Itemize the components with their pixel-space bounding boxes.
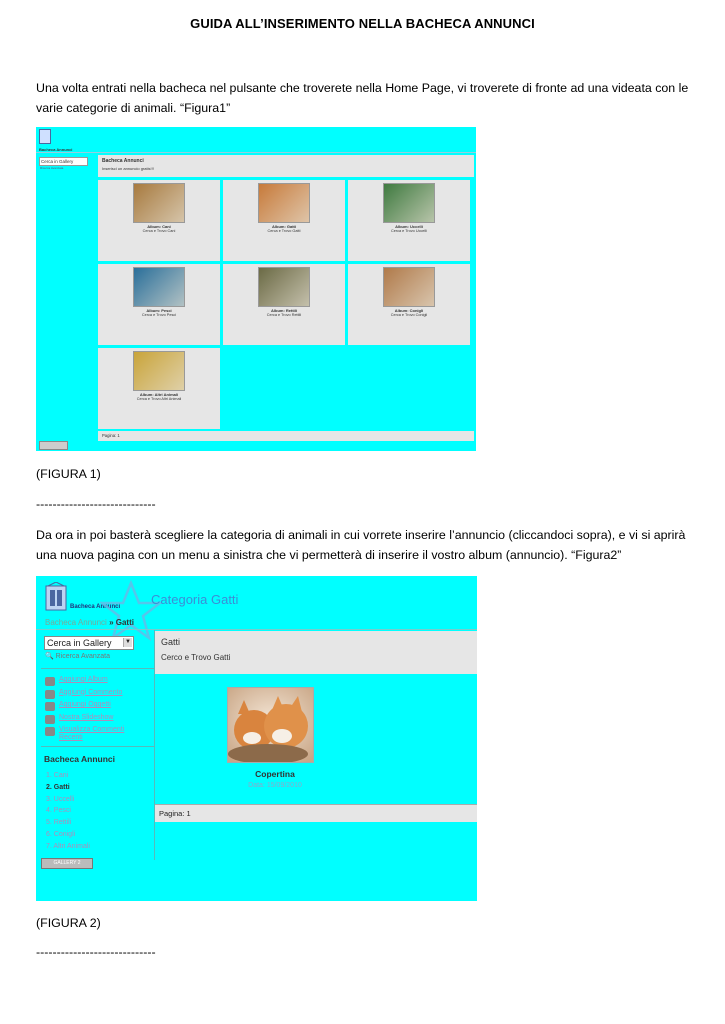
header-divider	[36, 629, 477, 630]
album-name[interactable]: Album: Altri Animali	[139, 392, 179, 397]
album-title: Gatti	[161, 637, 181, 647]
album-description: Cerca e Trovo Cani	[142, 229, 176, 233]
sidebar-item-label[interactable]: Aggiungi Commento	[59, 688, 123, 696]
pagination[interactable]: Pagina: 1	[98, 431, 474, 441]
item-date: Data: 15/09/2010	[248, 782, 302, 789]
figure-2-screenshot	[36, 576, 477, 901]
cats-photo[interactable]	[227, 687, 314, 763]
album-card[interactable]	[98, 264, 220, 345]
figure-2-caption: (FIGURA 2)	[36, 916, 101, 930]
breadcrumb	[45, 618, 134, 627]
slideshow-icon	[45, 715, 55, 724]
album-description: Cerca e Trovo Conigli	[390, 313, 428, 317]
category-link[interactable]: 3. Uccelli	[46, 795, 75, 803]
gallery-logo	[39, 129, 51, 144]
breadcrumb-parent[interactable]: Bacheca Annunci	[45, 618, 107, 627]
album-name[interactable]: Album: Pesci	[146, 308, 172, 313]
album-thumbnail[interactable]	[258, 267, 310, 307]
page-subtitle: Inserisci un annuncio gratis!!!	[102, 166, 154, 171]
advanced-search-label[interactable]: Ricerca Avanzata	[55, 653, 111, 660]
page-title: Bacheca Annunci	[102, 158, 144, 164]
add-items-icon	[45, 702, 55, 711]
sidebar-divider	[41, 746, 154, 747]
gallery-badge	[39, 441, 68, 450]
album-card[interactable]	[98, 180, 220, 261]
category-title: Categoria Gatti	[151, 592, 239, 607]
album-description: Cerca e Trovo Altri Animali	[136, 397, 182, 401]
sidebar-item-label-cont[interactable]: Recenti	[59, 734, 83, 741]
album-description: Cerca e Trovo Pesci	[141, 313, 177, 317]
gallery-badge: GALLERY 2	[41, 858, 93, 869]
album-thumbnail[interactable]	[383, 183, 435, 223]
breadcrumb-current: Gatti	[115, 618, 134, 627]
album-description: Cerca e Trovo Uccelli	[390, 229, 428, 233]
intro-paragraph: Una volta entrati nella bacheca nel pulsante che troverete nella Home Page, vi troverete di fronte ad una videata con le varie categorie di animali. “Figura1”	[36, 81, 689, 115]
album-thumbnail[interactable]	[258, 183, 310, 223]
second-paragraph: Da ora in poi basterà scegliere la categoria di animali in cui vorrete inserire l’annuncio (cliccandoci sopra), e vi si aprirà una nuova pagina con un menu a sinistra che vi permetterà di inserire il vostro album (annuncio). “Figura2”	[36, 528, 686, 562]
category-link[interactable]: 7. Altri Animali	[46, 842, 90, 850]
album-card[interactable]	[98, 348, 220, 429]
sidebar-item-label[interactable]: Visualizza Commenti	[59, 726, 125, 733]
album-thumbnail[interactable]	[383, 267, 435, 307]
category-link-current: 2. Gatti	[46, 783, 70, 791]
pagination[interactable]: Pagina: 1	[155, 804, 477, 822]
album-header	[155, 631, 477, 674]
page-header	[98, 155, 474, 177]
album-card[interactable]	[348, 264, 470, 345]
sidebar-item-label[interactable]: Aggiungi Album	[59, 676, 108, 683]
category-link[interactable]: 6. Conigli	[46, 830, 76, 838]
sidebar-section-title: Bacheca Annunci	[44, 754, 116, 764]
add-album-icon	[45, 677, 55, 686]
album-description: Cerca e Trovo Gatti	[267, 229, 301, 233]
logo-text: Bacheca Annunci	[70, 604, 121, 610]
category-link[interactable]: 5. Rettili	[46, 819, 72, 827]
figure-1-screenshot	[36, 127, 476, 451]
sidebar-divider	[41, 668, 154, 669]
star-icon	[100, 580, 162, 642]
sidebar-item-label[interactable]: Nostra Slideshow	[59, 713, 114, 721]
chevron-down-icon[interactable]: ▼	[123, 638, 132, 647]
separator-line: -----------------------------	[36, 945, 156, 959]
advanced-search-link[interactable]: Ricerca Avanzata	[40, 166, 64, 170]
album-description: Cerca e Trovo Rettili	[266, 313, 302, 317]
category-link[interactable]: 4. Pesci	[46, 807, 71, 815]
search-input[interactable]: Cerca in Gallery	[39, 157, 88, 166]
album-description: Cerco e Trovo Gatti	[161, 653, 231, 662]
category-link[interactable]: 1. Cani	[46, 772, 69, 779]
top-divider	[36, 152, 476, 153]
album-name[interactable]: Album: Rettili	[271, 308, 297, 313]
album-grid	[98, 180, 474, 429]
category-list	[46, 770, 90, 853]
album-name[interactable]: Album: Conigli	[394, 308, 424, 313]
album-thumbnail[interactable]	[133, 267, 185, 307]
magnifier-icon: 🔍	[45, 653, 54, 660]
search-value[interactable]: Cerca in Gallery	[47, 638, 112, 648]
album-thumbnail[interactable]	[133, 351, 185, 391]
album-name[interactable]: Album: Uccelli	[395, 224, 423, 229]
album-card[interactable]	[223, 180, 345, 261]
album-name[interactable]: Album: Cani	[147, 224, 171, 229]
album-card[interactable]	[223, 264, 345, 345]
comments-icon	[45, 727, 55, 736]
sidebar-item-label[interactable]: Aggiungi Oggetti	[59, 701, 111, 708]
document-title: GUIDA ALL’INSERIMENTO NELLA BACHECA ANNUNCI	[190, 16, 535, 31]
breadcrumb-separator: »	[109, 618, 116, 627]
add-comment-icon	[45, 690, 55, 699]
breadcrumb[interactable]: Bacheca Annunci	[39, 147, 73, 152]
album-name[interactable]: Album: Gatti	[272, 224, 296, 229]
album-card[interactable]	[348, 180, 470, 261]
figure-1-caption: (FIGURA 1)	[36, 467, 101, 481]
search-input[interactable]	[44, 636, 134, 650]
advanced-search-link[interactable]	[45, 652, 110, 660]
separator-line: -----------------------------	[36, 497, 156, 511]
album-thumbnail[interactable]	[133, 183, 185, 223]
item-title[interactable]: Copertina	[255, 769, 295, 779]
gallery-logo	[44, 582, 68, 612]
